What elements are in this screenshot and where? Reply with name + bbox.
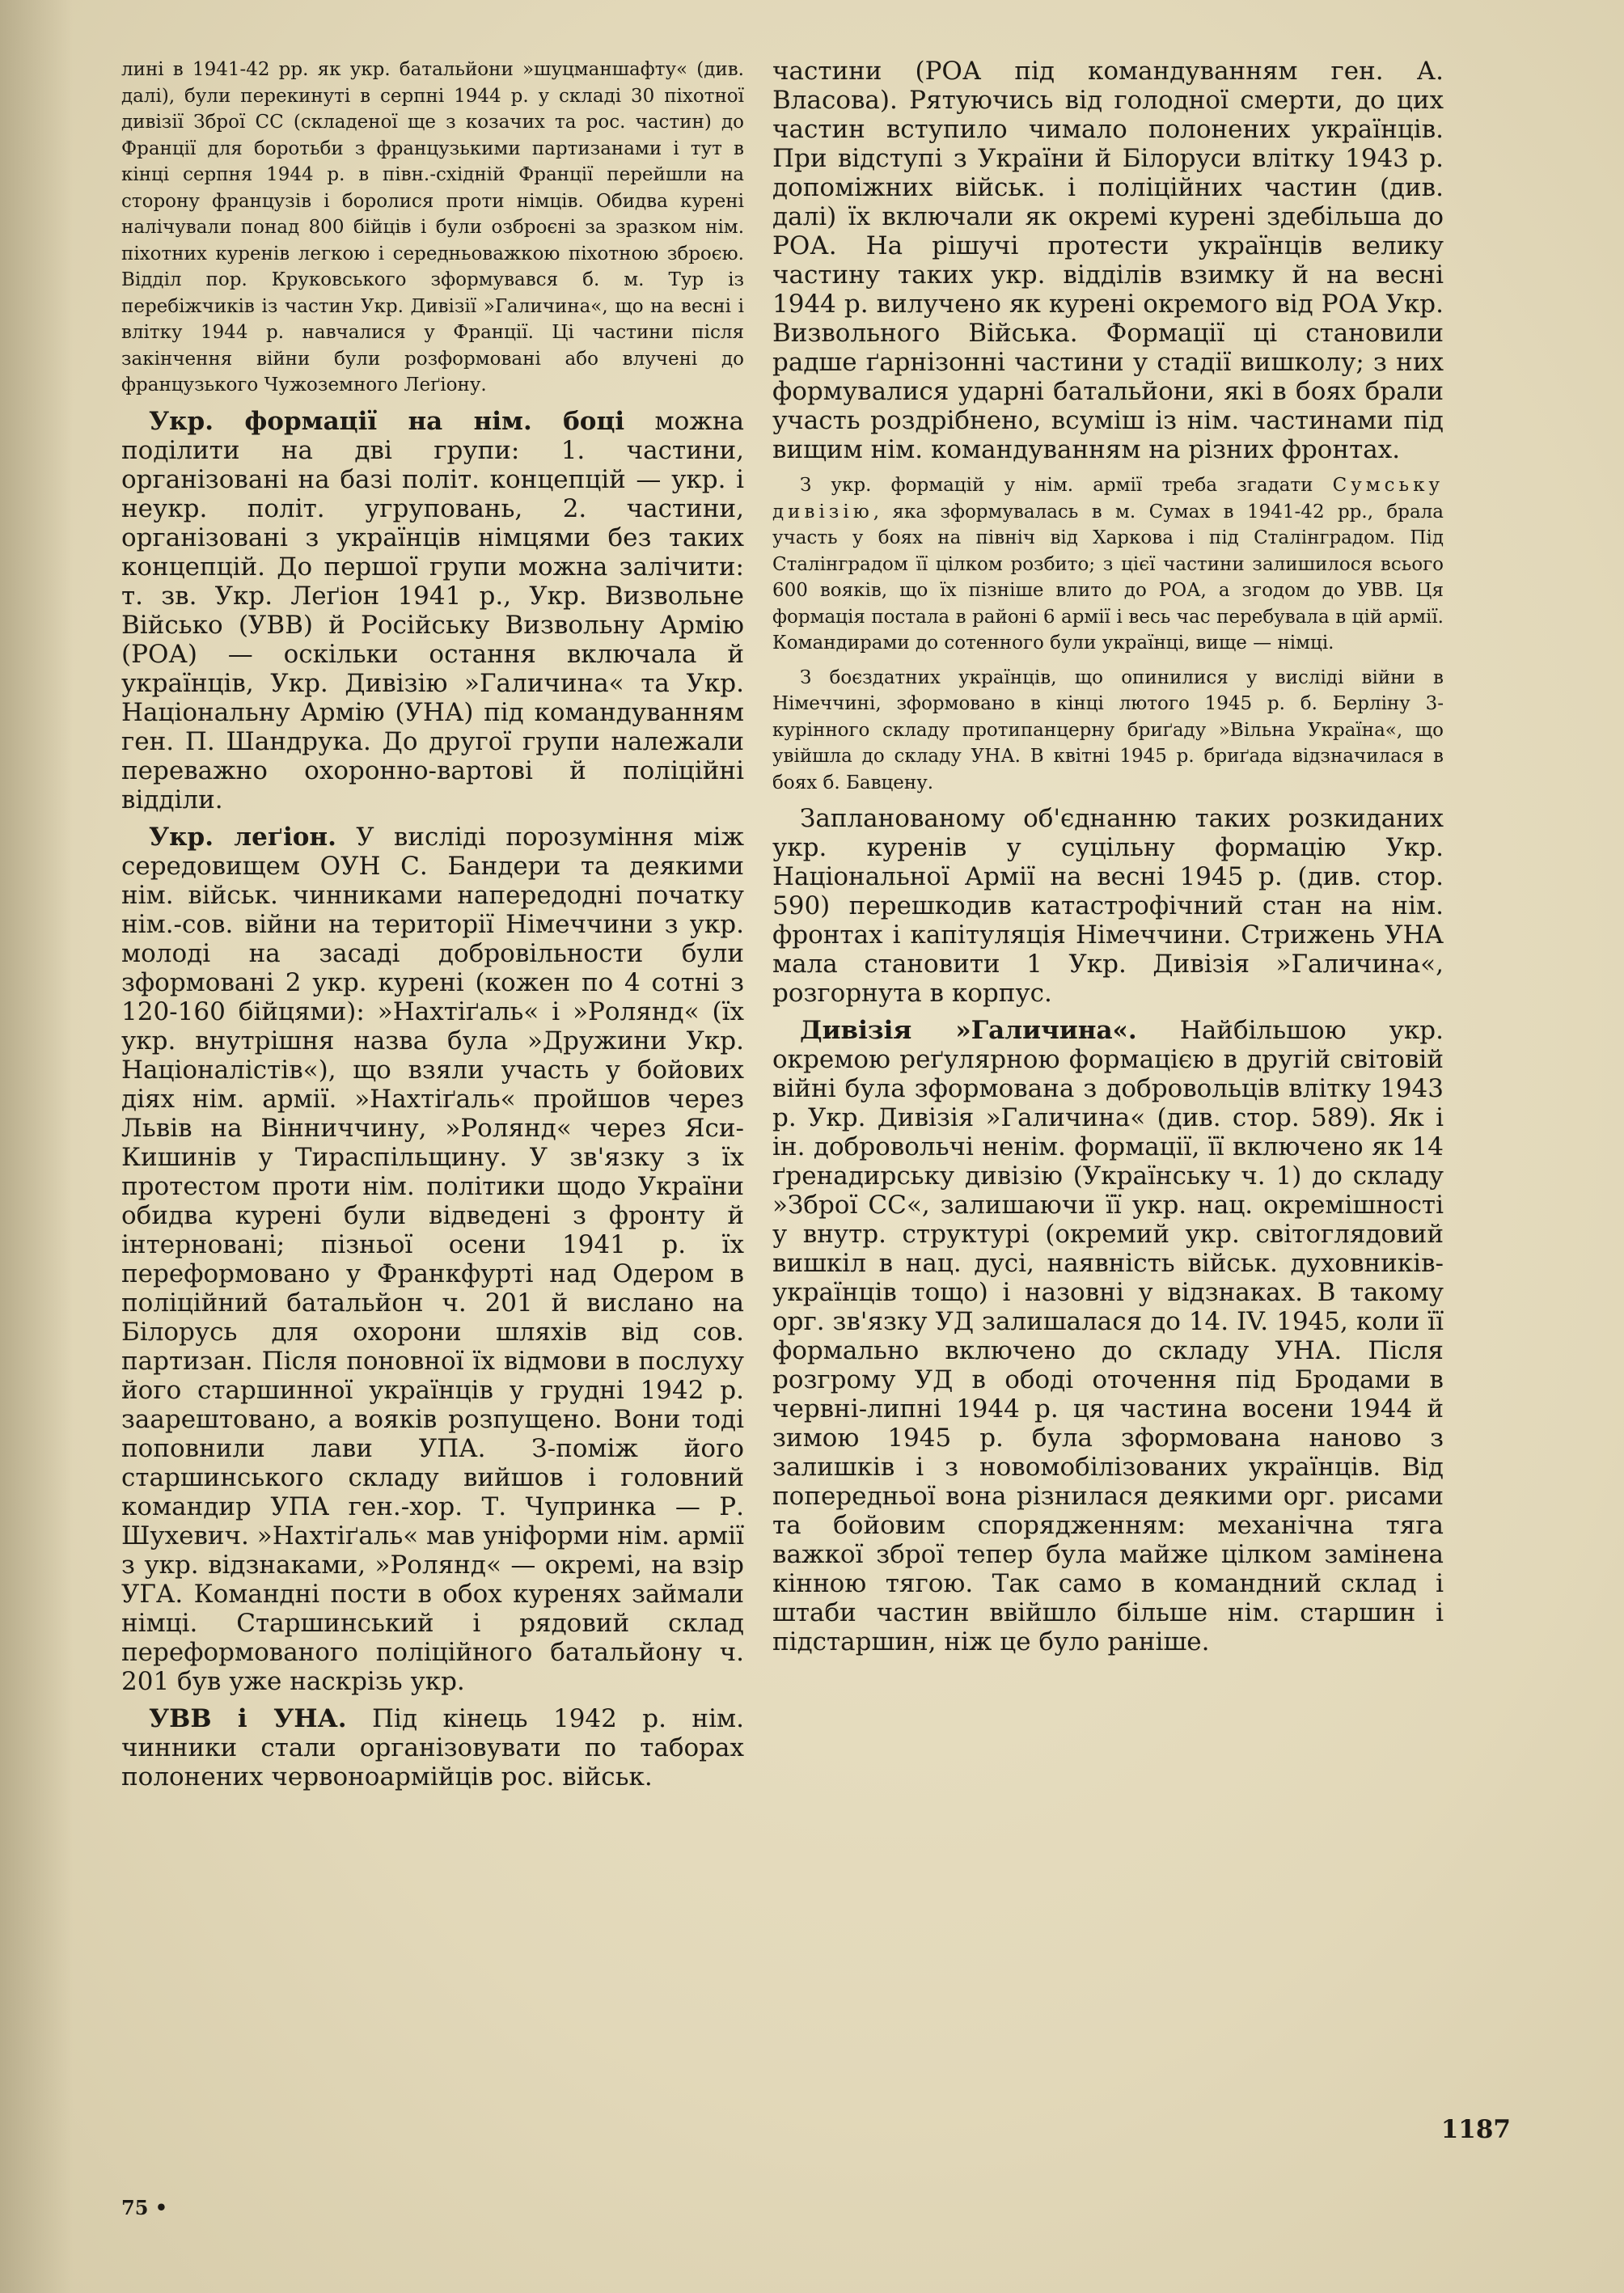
sumy-division-paragraph <box>772 472 1444 657</box>
paragraph-lead: З укр. формацій у нім. армії треба згадати <box>800 475 1333 496</box>
section-body: Найбільшою укр. окремою реґулярною формацією в другій світовій війні була зформована з добровольців влітку 1943 р. Укр. Дивізія »Галичина« (див. стор. 589). Як і ін. добровольчі ненім. формації, її включено як 14 ґренадирську дивізію (Українську ч. 1) до складу »Зброї СС«, залишаючи її укр. нац. окремішності у внутр. структурі (окремий укр. світоглядовий вишкіл в нац. дусі, наявність військ. духовників-українців тощо) і назовні у відзнаках. В такому орг. зв'язку УД залишалася до 14. IV. 1945, коли її формально включено до складу УНА. Після розгрому УД в ободі оточення під Бродами в червні-липні 1944 р. ця частина восени 1944 й зимою 1945 р. була зформована наново з залишків і з новомобілізованих українців. Від попередньої вона різнилася деякими орг. рисами та бойовим спорядженням: механічна тяга важкої зброї тепер була майже цілком замінена кінною тягою. Так само в командний склад і штаби частин ввійшло більше нім. старшин і підстаршин, ніж це було раніше. <box>772 1016 1444 1656</box>
una-paragraph: Запланованому об'єднанню таких розкиданих укр. куренів у суцільну формацію Укр. Національної Армії на весні 1945 р. (див. стор. 590) перешкодив катастрофічний стан на нім. фронтах і капітуляція Німеччини. Стрижень УНА мала становити 1 Укр. Дивізія »Галичина«, розгорнута в корпус. <box>772 804 1444 1008</box>
page-gutter-shadow <box>0 0 73 2293</box>
left-column <box>121 57 744 1800</box>
section-heading: Укр. формації на нім. боці <box>149 406 625 436</box>
section-ukr-formations <box>121 407 744 814</box>
section-body: Під кінець 1942 р. нім. чинники стали організовувати по таборах полонених червоноармійців рос. військ. <box>121 1703 744 1792</box>
section-heading: Укр. леґіон. <box>149 822 336 852</box>
section-galychyna <box>772 1016 1444 1656</box>
right-continued-paragraph: частини (РОА під командуванням ген. А. Власова). Рятуючись від голодної смерти, до цих частин вступило чимало полонених українців. При відступі з України й Білоруси влітку 1943 р. допоміжних військ. і поліційних частин (див. далі) їх включали як окремі курені здебільша до РОА. На рішучі протести українців велику частину таких укр. відділів взимку й на весні 1944 р. вилучено як курені окремого від РОА Укр. Визвольного Війська. Формації ці становили радше ґарнізонні частини у стадії вишколу; з них формувалися ударні батальйони, які в боях брали участь роздрібнено, всуміш із нім. частинами під вищим нім. командуванням на різних фронтах. <box>772 57 1444 464</box>
free-ukraine-brigade-paragraph: З боєздатних українців, що опинилися у висліді війни в Німеччині, зформовано в кінці лютого 1945 р. б. Берліну 3-курінного складу протипанцерну бриґаду »Вільна Україна«, що увійшла до складу УНА. В квітні 1945 р. бриґада відзначилася в боях б. Бавцену. <box>772 666 1444 793</box>
section-ukr-legion <box>121 823 744 1696</box>
spaced-term: Сумську дивізію <box>772 475 1444 522</box>
section-body: У висліді порозуміння між середовищем ОУН С. Бандери та деякими нім. військ. чинниками напередодні початку нім.-сов. війни на території Німеччини з укр. молоді на засаді добровільности були зформовані 2 укр. курені (кожен по 4 сотні з 120-160 бійцями): »Нахтіґаль« і »Ролянд« (їх укр. внутрішня назва була »Дружини Укр. Націоналістів«), що взяли участь у бойових діях нім. армії. »Нахтіґаль« пройшов через Львів на Вінниччину, »Ролянд« через Яси-Кишинів у Тираспільщину. У зв'язку з їх протестом проти нім. політики щодо України обидва курені були відведені з фронту й інтерновані; пізньої осени 1941 р. їх переформовано у Франкфурті над Одером в поліційний батальйон ч. 201 й вислано на Білорусь для охорони шляхів від сов. партизан. Після поновної їх відмови в послуху його старшинної українців у грудні 1942 р. заарештовано, а вояків розпущено. Вони тоді поповнили лави УПА. З-поміж його старшинського складу вийшов і головний командир УПА ген.-хор. Т. Чупринка — Р. Шухевич. »Нахтіґаль« мав уніформи нім. армії з укр. відзнаками, »Ролянд« — окремі, на взір УГА. Командні пости в обох куренях займали німці. Старшинський і рядовий склад переформованого поліційного батальйону ч. 201 був уже наскрізь укр. <box>121 822 744 1696</box>
paragraph-body: , яка зформувалась в м. Сумах в 1941-42 рр., брала участь у боях на північ від Харкова і під Сталінградом. Під Сталінградом її цілком розбито; з цієї частини залишилося всього 600 вояків, що їх пізніше влито до РОА, а згодом до УВВ. Ця формація постала в районі 6 армії і весь час перебувала в цій армії. Командирами до сотенного були українці, вище — німці. <box>772 501 1444 654</box>
section-heading: Дивізія »Галичина«. <box>800 1016 1137 1045</box>
section-uvv-una <box>121 1704 744 1792</box>
right-column <box>772 57 1444 1665</box>
page-number: 1187 <box>1440 2115 1511 2144</box>
section-body: можна поділити на дві групи: 1. частини, організовані на базі політ. концепцій — укр. і неукр. політ. угруповань, 2. частини, організовані з українців німцями без таких концепцій. До першої групи можна залічити: т. зв. Укр. Леґіон 1941 р., Укр. Визвольне Військо (УВВ) й Російську Визвольну Армію (РОА) — оскільки остання включала й українців, Укр. Дивізію »Галичина« та Укр. Національну Армію (УНА) під командуванням ген. П. Шандрука. До другої групи належали переважно охоронно-вартові й поліційні відділи. <box>121 406 744 814</box>
section-heading: УВВ і УНА. <box>149 1703 347 1733</box>
left-continued-paragraph: лині в 1941-42 рр. як укр. батальйони »шуцманшафту« (див. далі), були перекинуті в серпні 1944 р. у складі 30 піхотної дивізії Зброї СС (складеної ще з козачих та рос. частин) до Франції для боротьби з французькими партизанами і тут в кінці серпня 1944 р. в півн.-східній Франції перейшли на сторону французів і боролися проти німців. Обидва курені налічували понад 800 бійців і були озброєні за зразком нім. піхотних куренів легкою і середньоважкою піхотною зброєю. Відділ пор. Круковського зформувався б. м. Тур із перебіжчиків із частин Укр. Дивізії »Галичина«, що на весні і влітку 1944 р. навчалися у Франції. Ці частини після закінчення війни були розформовані або влучені до французького Чужоземного Леґіону. <box>121 59 744 396</box>
signature-mark: 75 • <box>121 2196 168 2219</box>
